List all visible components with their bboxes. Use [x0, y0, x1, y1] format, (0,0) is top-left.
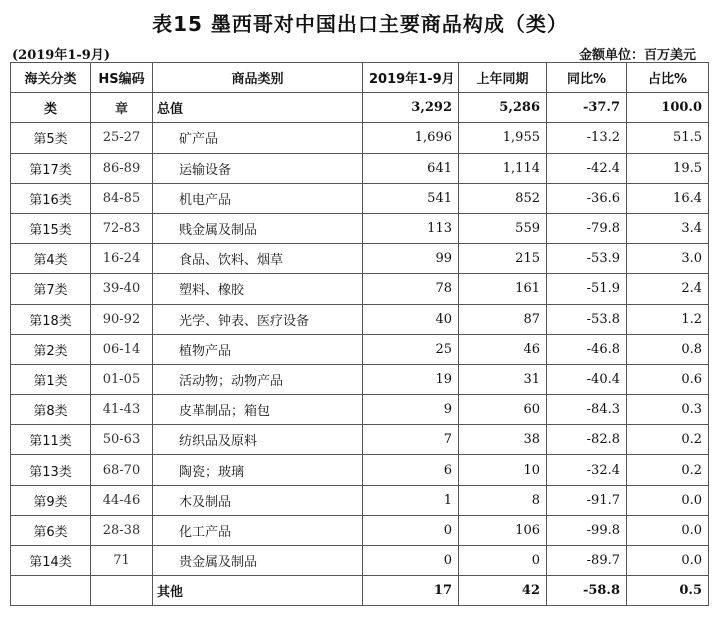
cell-category: 纺织品及原料: [153, 425, 363, 455]
cell-prev-year-value: 31: [459, 364, 547, 394]
cell-2019-value: 40: [363, 304, 459, 334]
table-row: [11, 334, 709, 364]
cell-yoy: -99.8: [547, 515, 627, 545]
cell-category: 木及制品: [153, 485, 363, 515]
table-row: [11, 153, 709, 183]
cell-category: 总值: [153, 93, 363, 123]
cell-category: 矿产品: [153, 123, 363, 153]
cell-share: 100.0: [627, 93, 709, 123]
cell-yoy: -79.8: [547, 213, 627, 243]
cell-2019-value: 3,292: [363, 93, 459, 123]
cell-2019-value: 6: [363, 455, 459, 485]
table-row: [11, 244, 709, 274]
cell-2019-value: 1,696: [363, 123, 459, 153]
cell-hs-code: 28-38: [91, 515, 153, 545]
table-row: [11, 515, 709, 545]
cell-prev-year-value: 1,114: [459, 153, 547, 183]
cell-customs-class: 第17类: [11, 153, 91, 183]
cell-hs-code: 章: [91, 93, 153, 123]
cell-customs-class: 第16类: [11, 183, 91, 213]
cell-prev-year-value: 0: [459, 546, 547, 576]
table-row: [11, 395, 709, 425]
cell-2019-value: 99: [363, 244, 459, 274]
cell-share: 0.0: [627, 515, 709, 545]
cell-share: 0.0: [627, 485, 709, 515]
cell-prev-year-value: 60: [459, 395, 547, 425]
table-row: [11, 123, 709, 153]
cell-share: 51.5: [627, 123, 709, 153]
cell-customs-class: 第6类: [11, 515, 91, 545]
cell-prev-year-value: 10: [459, 455, 547, 485]
cell-share: 0.0: [627, 546, 709, 576]
cell-category: 运输设备: [153, 153, 363, 183]
unit-note: 金额单位：百万美元: [578, 48, 696, 63]
cell-yoy: -36.6: [547, 183, 627, 213]
cell-category: 化工产品: [153, 515, 363, 545]
cell-share: 0.3: [627, 395, 709, 425]
cell-category: 机电产品: [153, 183, 363, 213]
cell-2019-value: 9: [363, 395, 459, 425]
cell-yoy: -89.7: [547, 546, 627, 576]
cell-customs-class: 第9类: [11, 485, 91, 515]
cell-customs-class: 第11类: [11, 425, 91, 455]
col-header-category: 商品类别: [153, 63, 363, 93]
cell-yoy: -84.3: [547, 395, 627, 425]
cell-hs-code: 86-89: [91, 153, 153, 183]
cell-customs-class: 第1类: [11, 364, 91, 394]
cell-prev-year-value: 42: [459, 576, 547, 606]
cell-2019-value: 113: [363, 213, 459, 243]
cell-yoy: -51.9: [547, 274, 627, 304]
cell-yoy: -37.7: [547, 93, 627, 123]
cell-share: 0.2: [627, 425, 709, 455]
cell-hs-code: 44-46: [91, 485, 153, 515]
export-composition-table: [10, 62, 709, 606]
table-title: 表15 墨西哥对中国出口主要商品构成（类）: [152, 12, 568, 36]
cell-customs-class: 第15类: [11, 213, 91, 243]
table-row: [11, 213, 709, 243]
cell-share: 3.4: [627, 213, 709, 243]
table-row: [11, 304, 709, 334]
cell-customs-class: 第8类: [11, 395, 91, 425]
cell-prev-year-value: 1,955: [459, 123, 547, 153]
table-row: [11, 183, 709, 213]
cell-2019-value: 0: [363, 546, 459, 576]
cell-share: 0.2: [627, 455, 709, 485]
table-row: [11, 546, 709, 576]
cell-prev-year-value: 46: [459, 334, 547, 364]
cell-category: 植物产品: [153, 334, 363, 364]
table-row: [11, 274, 709, 304]
cell-yoy: -40.4: [547, 364, 627, 394]
cell-yoy: -53.8: [547, 304, 627, 334]
cell-hs-code: 68-70: [91, 455, 153, 485]
table-row: [11, 93, 709, 123]
cell-prev-year-value: 8: [459, 485, 547, 515]
cell-category: 陶瓷；玻璃: [153, 455, 363, 485]
cell-hs-code: 01-05: [91, 364, 153, 394]
cell-category: 食品、饮料、烟草: [153, 244, 363, 274]
cell-customs-class: 类: [11, 93, 91, 123]
cell-2019-value: 1: [363, 485, 459, 515]
cell-hs-code: 71: [91, 546, 153, 576]
cell-category: 贵金属及制品: [153, 546, 363, 576]
cell-customs-class: 第13类: [11, 455, 91, 485]
cell-customs-class: [11, 576, 91, 606]
cell-2019-value: 19: [363, 364, 459, 394]
cell-category: 活动物；动物产品: [153, 364, 363, 394]
cell-share: 19.5: [627, 153, 709, 183]
col-header-yoy: 同比%: [547, 63, 627, 93]
header-row: [11, 63, 709, 93]
cell-hs-code: 50-63: [91, 425, 153, 455]
cell-hs-code: 25-27: [91, 123, 153, 153]
cell-prev-year-value: 852: [459, 183, 547, 213]
cell-customs-class: 第18类: [11, 304, 91, 334]
cell-yoy: -13.2: [547, 123, 627, 153]
cell-prev-year-value: 215: [459, 244, 547, 274]
cell-yoy: -42.4: [547, 153, 627, 183]
cell-customs-class: 第4类: [11, 244, 91, 274]
cell-share: 1.2: [627, 304, 709, 334]
cell-yoy: -58.8: [547, 576, 627, 606]
table-row: [11, 485, 709, 515]
cell-2019-value: 78: [363, 274, 459, 304]
col-header-2019: 2019年1-9月: [363, 63, 459, 93]
period-note: (2019年1-9月): [12, 48, 110, 63]
cell-2019-value: 641: [363, 153, 459, 183]
table-row: [11, 364, 709, 394]
cell-hs-code: 41-43: [91, 395, 153, 425]
cell-share: 0.8: [627, 334, 709, 364]
cell-hs-code: 39-40: [91, 274, 153, 304]
cell-category: 贱金属及制品: [153, 213, 363, 243]
cell-prev-year-value: 5,286: [459, 93, 547, 123]
cell-share: 2.4: [627, 274, 709, 304]
table-row: [11, 425, 709, 455]
cell-share: 16.4: [627, 183, 709, 213]
col-header-prev-year: 上年同期: [459, 63, 547, 93]
cell-hs-code: 16-24: [91, 244, 153, 274]
table-body: [11, 93, 709, 606]
cell-hs-code: 84-85: [91, 183, 153, 213]
cell-prev-year-value: 559: [459, 213, 547, 243]
cell-hs-code: [91, 576, 153, 606]
cell-customs-class: 第7类: [11, 274, 91, 304]
cell-hs-code: 06-14: [91, 334, 153, 364]
cell-category: 其他: [153, 576, 363, 606]
table-row: [11, 576, 709, 606]
col-header-hs-code: HS编码: [91, 63, 153, 93]
cell-2019-value: 541: [363, 183, 459, 213]
cell-yoy: -46.8: [547, 334, 627, 364]
cell-category: 塑料、橡胶: [153, 274, 363, 304]
cell-category: 光学、钟表、医疗设备: [153, 304, 363, 334]
cell-share: 0.5: [627, 576, 709, 606]
cell-2019-value: 0: [363, 515, 459, 545]
cell-category: 皮革制品；箱包: [153, 395, 363, 425]
cell-hs-code: 90-92: [91, 304, 153, 334]
cell-customs-class: 第5类: [11, 123, 91, 153]
cell-prev-year-value: 161: [459, 274, 547, 304]
cell-customs-class: 第14类: [11, 546, 91, 576]
col-header-share: 占比%: [627, 63, 709, 93]
cell-2019-value: 17: [363, 576, 459, 606]
cell-customs-class: 第2类: [11, 334, 91, 364]
cell-yoy: -53.9: [547, 244, 627, 274]
col-header-customs-class: 海关分类: [11, 63, 91, 93]
cell-2019-value: 7: [363, 425, 459, 455]
table-row: [11, 455, 709, 485]
cell-share: 3.0: [627, 244, 709, 274]
cell-share: 0.6: [627, 364, 709, 394]
cell-prev-year-value: 106: [459, 515, 547, 545]
cell-yoy: -91.7: [547, 485, 627, 515]
cell-hs-code: 72-83: [91, 213, 153, 243]
cell-2019-value: 25: [363, 334, 459, 364]
cell-prev-year-value: 38: [459, 425, 547, 455]
cell-prev-year-value: 87: [459, 304, 547, 334]
cell-yoy: -32.4: [547, 455, 627, 485]
cell-yoy: -82.8: [547, 425, 627, 455]
